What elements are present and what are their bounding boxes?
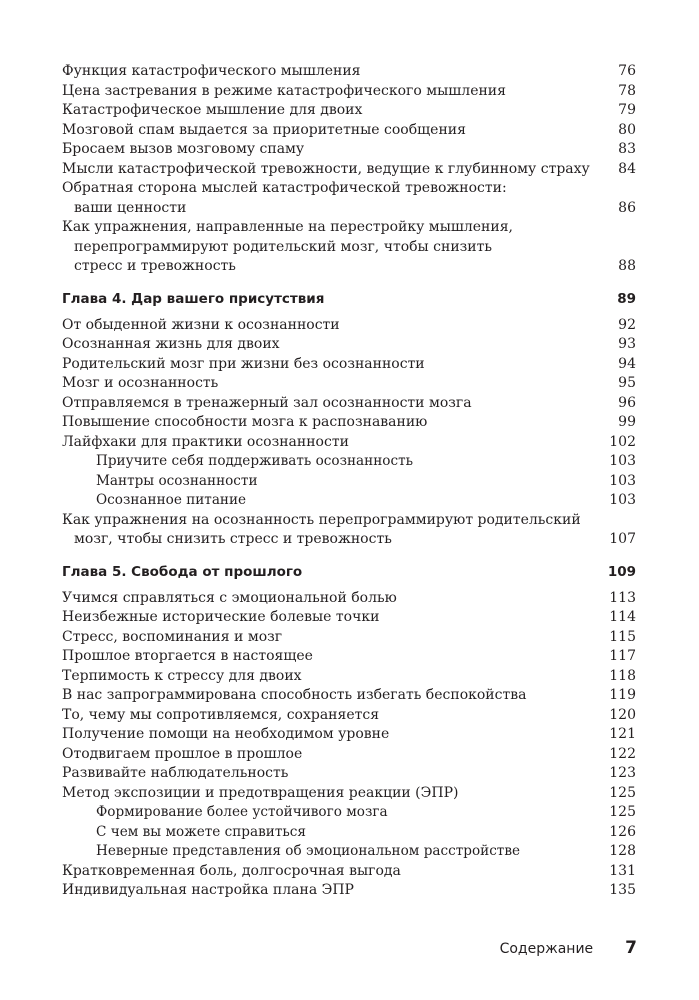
toc-entry[interactable] bbox=[62, 355, 636, 375]
chapter-page-number: 89 bbox=[617, 290, 636, 307]
toc-entry[interactable] bbox=[62, 628, 636, 648]
toc-section-chapter5 bbox=[62, 589, 636, 901]
chapter-title: Глава 4. Дар вашего присутствия bbox=[62, 290, 325, 307]
toc-entry-title bbox=[62, 491, 609, 511]
toc-subentry[interactable] bbox=[62, 472, 636, 492]
toc-entry-title-continuation: стресс и тревожность bbox=[74, 258, 236, 274]
toc-entry-title-line: Метод экспозиции и предотвращения реакции (ЭПР) bbox=[62, 784, 459, 801]
toc-entry-page-number: 107 bbox=[609, 531, 636, 547]
toc-entry[interactable] bbox=[62, 179, 636, 218]
toc-entry-title-line: Родительский мозг при жизни без осознанности bbox=[62, 355, 425, 372]
toc-entry-page-number: 95 bbox=[618, 375, 636, 391]
toc-section-chapter4 bbox=[62, 316, 636, 550]
toc-entry-page-number: 86 bbox=[618, 199, 636, 216]
toc-entry-page-number: 76 bbox=[618, 63, 636, 79]
toc-entry-page-number: 92 bbox=[618, 316, 636, 333]
toc-entry-title-line: Осознанная жизнь для двоих bbox=[62, 336, 280, 352]
toc-entry-title bbox=[62, 589, 609, 609]
toc-entry-title-line: Прошлое вторгается в настоящее bbox=[62, 648, 313, 664]
toc-entry-page-number: 123 bbox=[609, 765, 636, 781]
toc-entry-title bbox=[62, 452, 609, 472]
toc-entry-title-line: С чем вы можете справиться bbox=[96, 823, 306, 840]
toc-entry-title-line: Катастрофическое мышление для двоих bbox=[62, 102, 363, 118]
page-footer bbox=[500, 938, 637, 958]
toc-entry[interactable] bbox=[62, 82, 636, 102]
toc-entry-title-line: Осознанное питание bbox=[96, 492, 247, 508]
toc-entry-title bbox=[62, 745, 609, 765]
toc-entry-title-line: Цена застревания в режиме катастрофического мышления bbox=[62, 82, 506, 99]
toc-entry-title bbox=[62, 316, 610, 336]
toc-entry-title bbox=[62, 862, 609, 882]
toc-entry-title bbox=[62, 823, 609, 843]
toc-entry[interactable] bbox=[62, 589, 636, 609]
toc-entry-page-number: 131 bbox=[609, 862, 636, 879]
toc-entry-page-number: 113 bbox=[609, 589, 636, 606]
toc-entry-title bbox=[62, 394, 610, 414]
toc-entry[interactable] bbox=[62, 101, 636, 121]
toc-entry[interactable] bbox=[62, 140, 636, 160]
toc-entry-title bbox=[62, 764, 609, 784]
toc-entry-page-number: 122 bbox=[609, 745, 636, 762]
toc-entry-title bbox=[62, 355, 610, 375]
toc-entry[interactable] bbox=[62, 316, 636, 336]
toc-entry-page-number: 135 bbox=[609, 882, 636, 898]
toc-entry-page-number: 121 bbox=[609, 726, 636, 742]
toc-entry-title-line: Стресс, воспоминания и мозг bbox=[62, 628, 283, 645]
toc-entry-title-line: Лайфхаки для практики осознанности bbox=[62, 433, 349, 450]
toc-entry-title bbox=[62, 842, 609, 862]
toc-section-intro bbox=[62, 62, 636, 277]
toc-entry-title-line: В нас запрограммирована способность избегать беспокойства bbox=[62, 687, 527, 703]
toc-entry[interactable] bbox=[62, 686, 636, 706]
toc-entry-page-number: 114 bbox=[609, 609, 636, 625]
toc-entry[interactable] bbox=[62, 608, 636, 628]
chapter-heading[interactable] bbox=[62, 290, 636, 309]
toc-entry-page-number: 103 bbox=[609, 472, 636, 489]
toc-entry-title-line: Мысли катастрофической тревожности, ведущие к глубинному страху bbox=[62, 160, 590, 177]
toc-entry-page-number: 117 bbox=[609, 648, 636, 664]
toc-entry-title bbox=[62, 179, 610, 218]
toc-entry[interactable] bbox=[62, 667, 636, 687]
toc-entry[interactable] bbox=[62, 335, 636, 355]
toc-entry-title bbox=[62, 628, 609, 648]
toc-entry[interactable] bbox=[62, 121, 636, 141]
toc-entry-title-continuation: мозг, чтобы снизить стресс и тревожность bbox=[74, 531, 392, 547]
toc-entry[interactable] bbox=[62, 764, 636, 784]
toc-entry-title-line: Развивайте наблюдательность bbox=[62, 765, 289, 781]
toc-entry[interactable] bbox=[62, 394, 636, 414]
toc-entry-title-line: Формирование более устойчивого мозга bbox=[96, 804, 388, 820]
toc-entry-page-number: 125 bbox=[609, 784, 636, 801]
toc-entry-title bbox=[62, 374, 610, 394]
toc-entry-title bbox=[62, 511, 609, 550]
toc-entry[interactable] bbox=[62, 218, 636, 277]
toc-entry-title bbox=[62, 140, 610, 160]
running-footer-label: Содержание bbox=[499, 941, 594, 957]
toc-entry-title-continuation: ваши ценности bbox=[74, 199, 187, 216]
toc-entry-title bbox=[62, 121, 610, 141]
toc-entry-title-line: От обыденной жизни к осознанности bbox=[62, 316, 340, 333]
toc-entry[interactable] bbox=[62, 160, 636, 180]
toc-entry-page-number: 125 bbox=[609, 804, 636, 820]
toc-entry[interactable] bbox=[62, 647, 636, 667]
toc-entry-title-line: Отодвигаем прошлое в прошлое bbox=[62, 745, 303, 762]
page-number: 7 bbox=[625, 938, 637, 958]
toc-subentry[interactable] bbox=[62, 452, 636, 472]
toc-entry-title-line: Неизбежные исторические болевые точки bbox=[62, 609, 380, 625]
toc-entry[interactable] bbox=[62, 511, 636, 550]
toc-entry-title-line: Мантры осознанности bbox=[96, 472, 258, 489]
toc-entry-page-number: 80 bbox=[618, 121, 636, 138]
toc-entry[interactable] bbox=[62, 745, 636, 765]
toc-entry-title-line: То, чему мы сопротивляемся, сохраняется bbox=[62, 706, 380, 723]
toc-entry-title-line: Как упражнения на осознанность перепрограммируют родительский bbox=[62, 511, 581, 528]
toc-entry[interactable] bbox=[62, 62, 636, 82]
toc-entry-title-line: Терпимость к стрессу для двоих bbox=[62, 667, 302, 684]
table-of-contents bbox=[62, 62, 636, 901]
toc-entry-title-line: Повышение способности мозга к распознаванию bbox=[62, 414, 428, 430]
toc-entry[interactable] bbox=[62, 433, 636, 453]
toc-entry-page-number: 78 bbox=[618, 82, 636, 99]
chapter-title: Глава 5. Свобода от прошлого bbox=[62, 563, 303, 580]
toc-entry-page-number: 103 bbox=[609, 492, 636, 508]
toc-entry-title-line: Обратная сторона мыслей катастрофической тревожности: bbox=[62, 180, 507, 196]
toc-entry-title bbox=[62, 725, 609, 745]
toc-entry-title-line: Получение помощи на необходимом уровне bbox=[62, 726, 390, 742]
toc-entry-title bbox=[62, 667, 609, 687]
chapter-page-number: 109 bbox=[607, 563, 636, 580]
toc-entry-title bbox=[62, 647, 609, 667]
toc-entry[interactable] bbox=[62, 862, 636, 882]
toc-entry-title bbox=[62, 686, 609, 706]
toc-subentry[interactable] bbox=[62, 491, 636, 511]
toc-entry-title-line: Функция катастрофического мышления bbox=[62, 63, 361, 79]
toc-entry-page-number: 120 bbox=[609, 706, 636, 723]
toc-entry-title bbox=[62, 433, 609, 453]
toc-entry[interactable] bbox=[62, 706, 636, 726]
toc-entry[interactable] bbox=[62, 725, 636, 745]
toc-entry-title bbox=[62, 608, 609, 628]
toc-entry-page-number: 99 bbox=[618, 414, 636, 430]
toc-entry-title bbox=[62, 784, 609, 804]
toc-entry[interactable] bbox=[62, 784, 636, 804]
toc-entry-title-line: Мозговой спам выдается за приоритетные сообщения bbox=[62, 121, 466, 138]
toc-entry-title-line: Индивидуальная настройка плана ЭПР bbox=[62, 882, 354, 898]
toc-entry-page-number: 128 bbox=[609, 843, 636, 859]
toc-entry-page-number: 102 bbox=[609, 433, 636, 450]
toc-entry-title bbox=[62, 218, 610, 277]
toc-entry-page-number: 83 bbox=[618, 141, 636, 157]
toc-entry-page-number: 115 bbox=[609, 628, 636, 645]
toc-entry-page-number: 93 bbox=[618, 336, 636, 352]
toc-entry-page-number: 94 bbox=[618, 355, 636, 372]
toc-entry-title-line: Неверные представления об эмоциональном расстройстве bbox=[96, 843, 521, 859]
toc-entry-title bbox=[62, 160, 610, 180]
toc-entry-title-line: Мозг и осознанность bbox=[62, 375, 219, 391]
toc-entry-title bbox=[62, 803, 609, 823]
toc-entry-page-number: 118 bbox=[609, 667, 636, 684]
toc-entry-page-number: 119 bbox=[609, 687, 636, 703]
toc-entry-title bbox=[62, 413, 610, 433]
toc-entry-title bbox=[62, 62, 610, 82]
toc-entry-title-line: Как упражнения, направленные на перестройку мышления, bbox=[62, 219, 513, 235]
toc-entry-page-number: 84 bbox=[618, 160, 636, 177]
toc-entry-title-line: Бросаем вызов мозговому спаму bbox=[62, 141, 305, 157]
toc-entry-title-line: Отправляемся в тренажерный зал осознанности мозга bbox=[62, 394, 472, 411]
toc-entry-title bbox=[62, 881, 609, 901]
toc-entry-title-continuation: перепрограммируют родительский мозг, чтобы снизить bbox=[74, 238, 492, 255]
toc-entry[interactable] bbox=[62, 413, 636, 433]
toc-subentry[interactable] bbox=[62, 842, 636, 862]
toc-entry[interactable] bbox=[62, 374, 636, 394]
toc-entry-title bbox=[62, 101, 610, 121]
toc-entry-page-number: 79 bbox=[618, 102, 636, 118]
toc-entry-title-line: Кратковременная боль, долгосрочная выгода bbox=[62, 862, 401, 879]
toc-entry-title bbox=[62, 335, 610, 355]
toc-entry-page-number: 88 bbox=[618, 258, 636, 274]
toc-entry-page-number: 96 bbox=[618, 394, 636, 411]
chapter-heading[interactable] bbox=[62, 563, 636, 582]
toc-entry-title-line: Учимся справляться с эмоциональной болью bbox=[62, 589, 397, 606]
toc-subentry[interactable] bbox=[62, 823, 636, 843]
toc-subentry[interactable] bbox=[62, 803, 636, 823]
toc-entry-title-line: Приучите себя поддерживать осознанность bbox=[96, 453, 413, 469]
toc-entry[interactable] bbox=[62, 881, 636, 901]
toc-entry-title bbox=[62, 472, 609, 492]
toc-entry-title bbox=[62, 82, 610, 102]
toc-entry-page-number: 126 bbox=[609, 823, 636, 840]
toc-entry-title bbox=[62, 706, 609, 726]
toc-entry-page-number: 103 bbox=[609, 453, 636, 469]
